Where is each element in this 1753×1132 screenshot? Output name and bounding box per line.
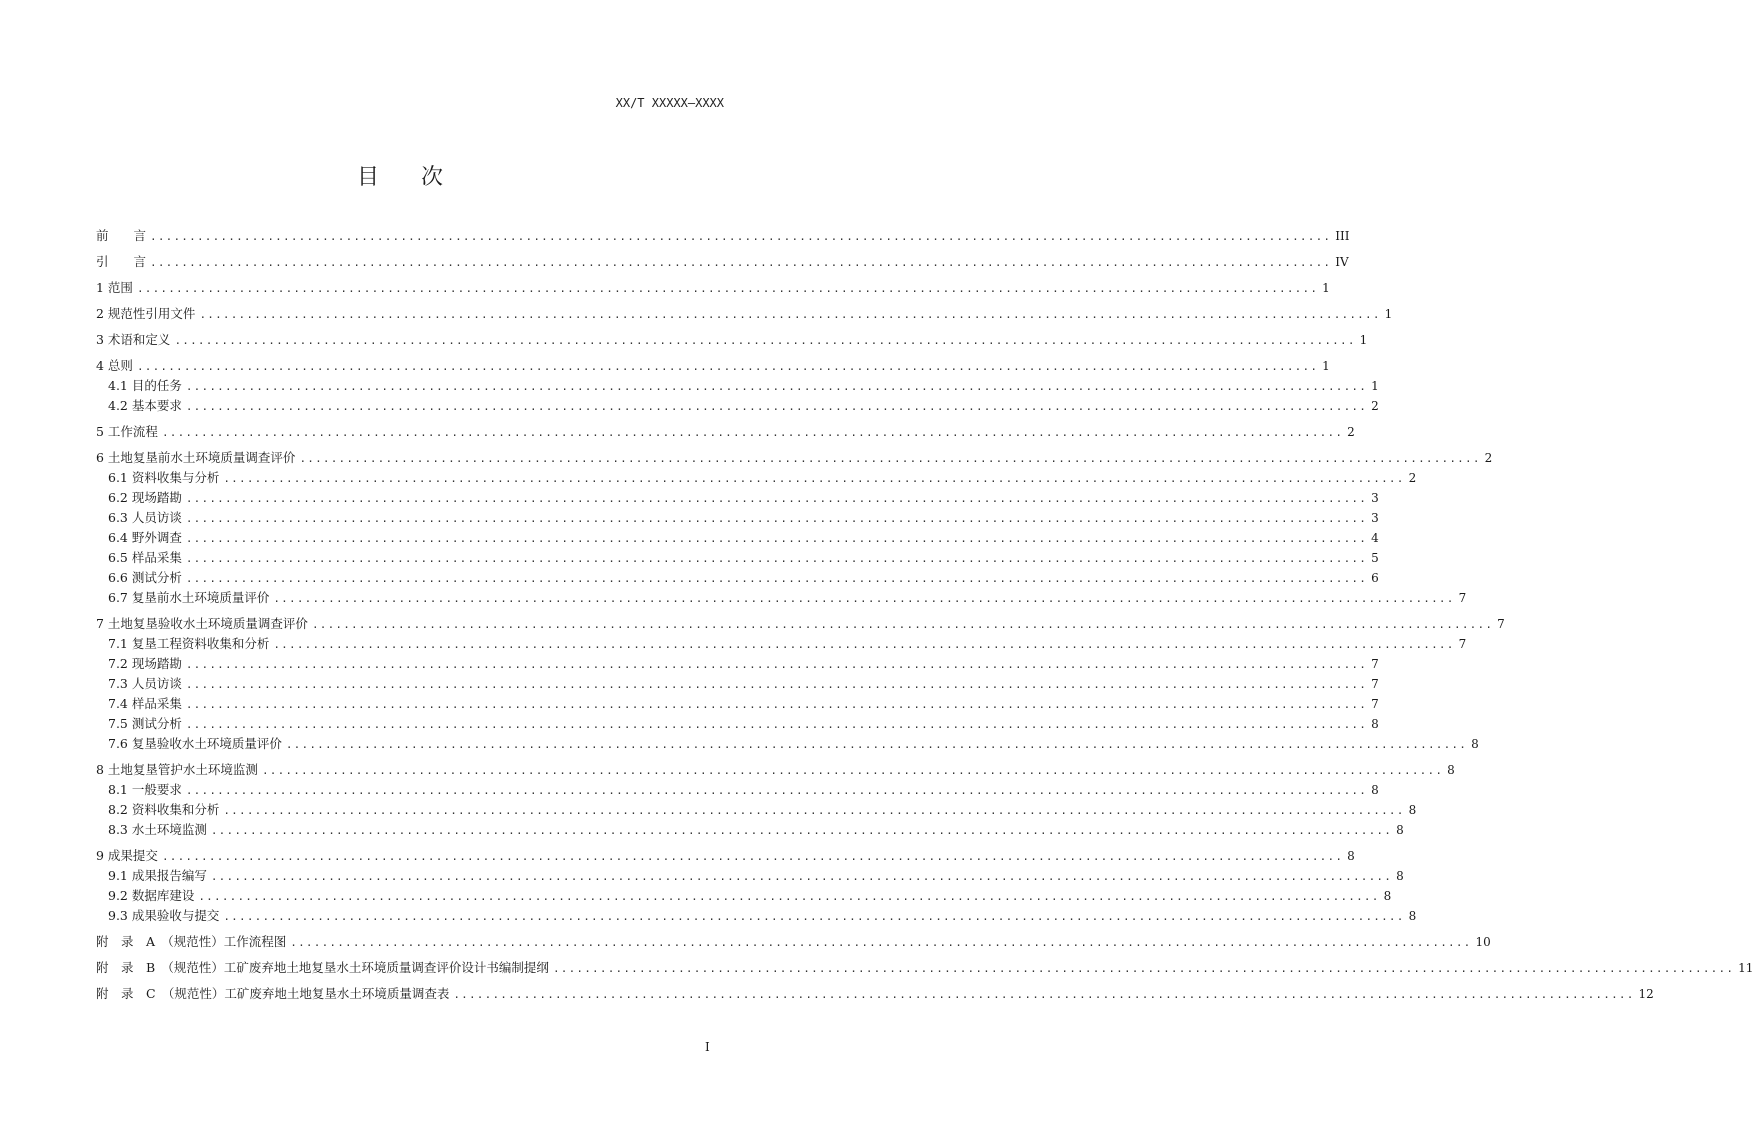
toc-entry[interactable] bbox=[96, 906, 1417, 926]
toc-entry-page: 8 bbox=[1396, 869, 1404, 883]
toc-entry-page: 11 bbox=[1738, 961, 1753, 975]
toc-entry-label: 1 范围 bbox=[96, 280, 133, 295]
toc-leader-dots: ....................................................................................................................................................... bbox=[150, 230, 1332, 243]
toc-entry-label: 7.5 测试分析 bbox=[108, 716, 182, 731]
toc-entry[interactable] bbox=[96, 780, 1379, 800]
toc-entry[interactable] bbox=[96, 846, 1355, 866]
toc-entry-page: 1 bbox=[1322, 359, 1330, 373]
toc-leader-dots: ....................................................................................................................................................... bbox=[210, 870, 1393, 883]
toc-entry-label: 7.2 现场踏勘 bbox=[108, 656, 182, 671]
toc-entry-label: 4.2 基本要求 bbox=[108, 398, 182, 413]
toc-leader-dots: ....................................................................................................................................................... bbox=[185, 784, 1368, 797]
toc-entry-label: 9.1 成果报告编写 bbox=[108, 868, 207, 883]
toc-entry[interactable] bbox=[96, 634, 1467, 654]
toc-entry-page: 1 bbox=[1384, 307, 1393, 321]
toc-entry-page: 1 bbox=[1322, 281, 1330, 295]
toc-entry[interactable] bbox=[96, 548, 1379, 568]
toc-entry[interactable] bbox=[96, 694, 1379, 714]
toc-entry[interactable] bbox=[96, 396, 1379, 416]
toc-entry-label: 6.2 现场踏勘 bbox=[108, 490, 182, 505]
toc-entry-page: 5 bbox=[1371, 551, 1379, 565]
toc-entry[interactable] bbox=[96, 330, 1368, 350]
toc-leader-dots: ....................................................................................................................................................... bbox=[299, 452, 1481, 465]
toc-entry[interactable] bbox=[96, 304, 1393, 324]
title-char-2: 次 bbox=[421, 165, 444, 190]
toc-entry-label: 8.2 资料收集和分析 bbox=[108, 802, 220, 817]
toc-leader-dots: ....................................................................................................................................................... bbox=[185, 718, 1368, 731]
toc-leader-dots: ....................................................................................................................................................... bbox=[210, 824, 1393, 837]
toc-entry-label: 附 录 A （规范性）工作流程图 bbox=[96, 934, 287, 949]
toc-entry[interactable] bbox=[96, 932, 1491, 952]
toc-entry-label: 引 言 bbox=[96, 254, 147, 269]
table-of-contents bbox=[96, 220, 1753, 1004]
toc-entry-label: 附 录 C （规范性）工矿废弃地土地复垦水土环境质量调查表 bbox=[96, 986, 450, 1001]
toc-entry-label: 6.4 野外调查 bbox=[108, 530, 182, 545]
toc-leader-dots: ....................................................................................................................................................... bbox=[185, 658, 1368, 671]
toc-entry-label: 2 规范性引用文件 bbox=[96, 306, 196, 321]
toc-entry[interactable] bbox=[96, 356, 1330, 376]
toc-leader-dots: ....................................................................................................................................................... bbox=[185, 552, 1368, 565]
toc-entry[interactable] bbox=[96, 800, 1417, 820]
toc-entry-page: IV bbox=[1335, 255, 1349, 269]
toc-entry-label: 7.3 人员访谈 bbox=[108, 676, 182, 691]
toc-entry-page: 10 bbox=[1475, 935, 1491, 949]
toc-entry-page: 7 bbox=[1371, 657, 1379, 671]
toc-entry-page: III bbox=[1335, 229, 1350, 243]
toc-leader-dots: ....................................................................................................................................................... bbox=[273, 638, 1455, 651]
toc-entry-page: 6 bbox=[1371, 571, 1379, 585]
toc-leader-dots: ....................................................................................................................................................... bbox=[185, 678, 1368, 691]
toc-leader-dots: ....................................................................................................................................................... bbox=[198, 890, 1380, 903]
toc-entry-page: 7 bbox=[1458, 591, 1467, 605]
document-code: XX/T XXXXX—XXXX bbox=[615, 96, 724, 110]
toc-entry-label: 7.1 复垦工程资料收集和分析 bbox=[108, 636, 270, 651]
toc-entry-label: 7.6 复垦验收水土环境质量评价 bbox=[108, 736, 282, 751]
toc-leader-dots: ....................................................................................................................................................... bbox=[261, 764, 1444, 777]
toc-entry-page: 8 bbox=[1347, 849, 1355, 863]
toc-entry-page: 4 bbox=[1371, 531, 1379, 545]
toc-entry-label: 9.2 数据库建设 bbox=[108, 888, 195, 903]
page-title bbox=[0, 160, 800, 191]
toc-leader-dots: ....................................................................................................................................................... bbox=[136, 360, 1319, 373]
toc-leader-dots: ....................................................................................................................................................... bbox=[185, 512, 1368, 525]
toc-entry-label: 6 土地复垦前水土环境质量调查评价 bbox=[96, 450, 296, 465]
toc-entry[interactable] bbox=[96, 252, 1349, 272]
toc-entry[interactable] bbox=[96, 820, 1404, 840]
toc-entry[interactable] bbox=[96, 714, 1379, 734]
toc-leader-dots: ....................................................................................................................................................... bbox=[185, 492, 1368, 505]
toc-entry-page: 8 bbox=[1471, 737, 1479, 751]
toc-entry[interactable] bbox=[96, 226, 1350, 246]
toc-leader-dots: ....................................................................................................................................................... bbox=[185, 532, 1368, 545]
toc-leader-dots: ....................................................................................................................................................... bbox=[161, 850, 1344, 863]
toc-entry-label: 6.3 人员访谈 bbox=[108, 510, 182, 525]
toc-leader-dots: ....................................................................................................................................................... bbox=[174, 334, 1356, 347]
toc-leader-dots: ....................................................................................................................................................... bbox=[150, 256, 1332, 269]
toc-entry-page: 3 bbox=[1371, 511, 1379, 525]
toc-leader-dots: ....................................................................................................................................................... bbox=[311, 618, 1494, 631]
toc-leader-dots: ....................................................................................................................................................... bbox=[136, 282, 1319, 295]
toc-entry[interactable] bbox=[96, 376, 1379, 396]
toc-entry-page: 2 bbox=[1408, 471, 1417, 485]
toc-entry[interactable] bbox=[96, 568, 1379, 588]
toc-entry-page: 8 bbox=[1383, 889, 1392, 903]
toc-entry[interactable] bbox=[96, 278, 1330, 298]
toc-entry[interactable] bbox=[96, 508, 1379, 528]
toc-entry-label: 6.5 样品采集 bbox=[108, 550, 182, 565]
toc-entry[interactable] bbox=[96, 958, 1753, 978]
toc-entry-label: 前 言 bbox=[96, 228, 147, 243]
toc-entry-label: 附 录 B （规范性）工矿废弃地土地复垦水土环境质量调查评价设计书编制提纲 bbox=[96, 960, 549, 975]
title-char-1: 目 bbox=[356, 165, 379, 190]
toc-leader-dots: ....................................................................................................................................................... bbox=[185, 572, 1368, 585]
toc-entry-page: 7 bbox=[1371, 697, 1379, 711]
toc-entry[interactable] bbox=[96, 674, 1379, 694]
toc-entry-page: 8 bbox=[1408, 909, 1417, 923]
toc-leader-dots: ....................................................................................................................................................... bbox=[273, 592, 1455, 605]
toc-leader-dots: ....................................................................................................................................................... bbox=[185, 400, 1368, 413]
toc-entry-label: 8.3 水土环境监测 bbox=[108, 822, 207, 837]
toc-entry[interactable] bbox=[96, 422, 1355, 442]
toc-leader-dots: ....................................................................................................................................................... bbox=[223, 804, 1405, 817]
toc-entry-page: 8 bbox=[1396, 823, 1404, 837]
toc-entry[interactable] bbox=[96, 886, 1392, 906]
toc-entry[interactable] bbox=[96, 984, 1654, 1004]
toc-entry-page: 2 bbox=[1371, 399, 1379, 413]
toc-entry-label: 5 工作流程 bbox=[96, 424, 158, 439]
toc-leader-dots: ....................................................................................................................................................... bbox=[161, 426, 1344, 439]
toc-leader-dots: ....................................................................................................................................................... bbox=[223, 910, 1405, 923]
toc-leader-dots: ....................................................................................................................................................... bbox=[453, 988, 1635, 1001]
toc-entry-label: 6.7 复垦前水土环境质量评价 bbox=[108, 590, 270, 605]
toc-entry[interactable] bbox=[96, 654, 1379, 674]
toc-entry[interactable] bbox=[96, 866, 1404, 886]
toc-entry-label: 8 土地复垦管护水土环境监测 bbox=[96, 762, 258, 777]
toc-entry[interactable] bbox=[96, 734, 1479, 754]
toc-entry-label: 6.1 资料收集与分析 bbox=[108, 470, 220, 485]
page-number: I bbox=[705, 1040, 710, 1054]
toc-entry-label: 3 术语和定义 bbox=[96, 332, 171, 347]
toc-entry[interactable] bbox=[96, 760, 1455, 780]
toc-entry-page: 1 bbox=[1359, 333, 1368, 347]
toc-leader-dots: ....................................................................................................................................................... bbox=[223, 472, 1405, 485]
toc-entry-label: 9.3 成果验收与提交 bbox=[108, 908, 220, 923]
toc-entry-label: 9 成果提交 bbox=[96, 848, 158, 863]
toc-entry[interactable] bbox=[96, 528, 1379, 548]
toc-entry-page: 8 bbox=[1408, 803, 1417, 817]
toc-entry-page: 8 bbox=[1371, 783, 1379, 797]
toc-entry-page: 8 bbox=[1447, 763, 1455, 777]
toc-leader-dots: ....................................................................................................................................................... bbox=[552, 962, 1735, 975]
toc-entry[interactable] bbox=[96, 448, 1493, 468]
toc-entry[interactable] bbox=[96, 588, 1467, 608]
toc-entry-page: 3 bbox=[1371, 491, 1379, 505]
toc-leader-dots: ....................................................................................................................................................... bbox=[199, 308, 1381, 321]
toc-leader-dots: ....................................................................................................................................................... bbox=[290, 936, 1472, 949]
toc-leader-dots: ....................................................................................................................................................... bbox=[185, 380, 1368, 393]
toc-leader-dots: ....................................................................................................................................................... bbox=[185, 698, 1368, 711]
toc-entry-page: 8 bbox=[1371, 717, 1379, 731]
toc-entry-page: 2 bbox=[1347, 425, 1355, 439]
toc-entry-label: 4 总则 bbox=[96, 358, 133, 373]
toc-entry[interactable] bbox=[96, 614, 1505, 634]
toc-entry-page: 1 bbox=[1371, 379, 1379, 393]
toc-entry-label: 6.6 测试分析 bbox=[108, 570, 182, 585]
toc-entry-page: 7 bbox=[1458, 637, 1467, 651]
toc-entry-page: 2 bbox=[1484, 451, 1493, 465]
toc-entry-label: 7 土地复垦验收水土环境质量调查评价 bbox=[96, 616, 308, 631]
toc-entry-page: 7 bbox=[1497, 617, 1505, 631]
toc-entry-label: 7.4 样品采集 bbox=[108, 696, 182, 711]
toc-entry-label: 4.1 目的任务 bbox=[108, 378, 182, 393]
toc-entry-label: 8.1 一般要求 bbox=[108, 782, 182, 797]
toc-entry[interactable] bbox=[96, 468, 1417, 488]
toc-entry-page: 12 bbox=[1638, 987, 1654, 1001]
toc-entry-page: 7 bbox=[1371, 677, 1379, 691]
toc-entry[interactable] bbox=[96, 488, 1379, 508]
toc-leader-dots: ....................................................................................................................................................... bbox=[285, 738, 1468, 751]
